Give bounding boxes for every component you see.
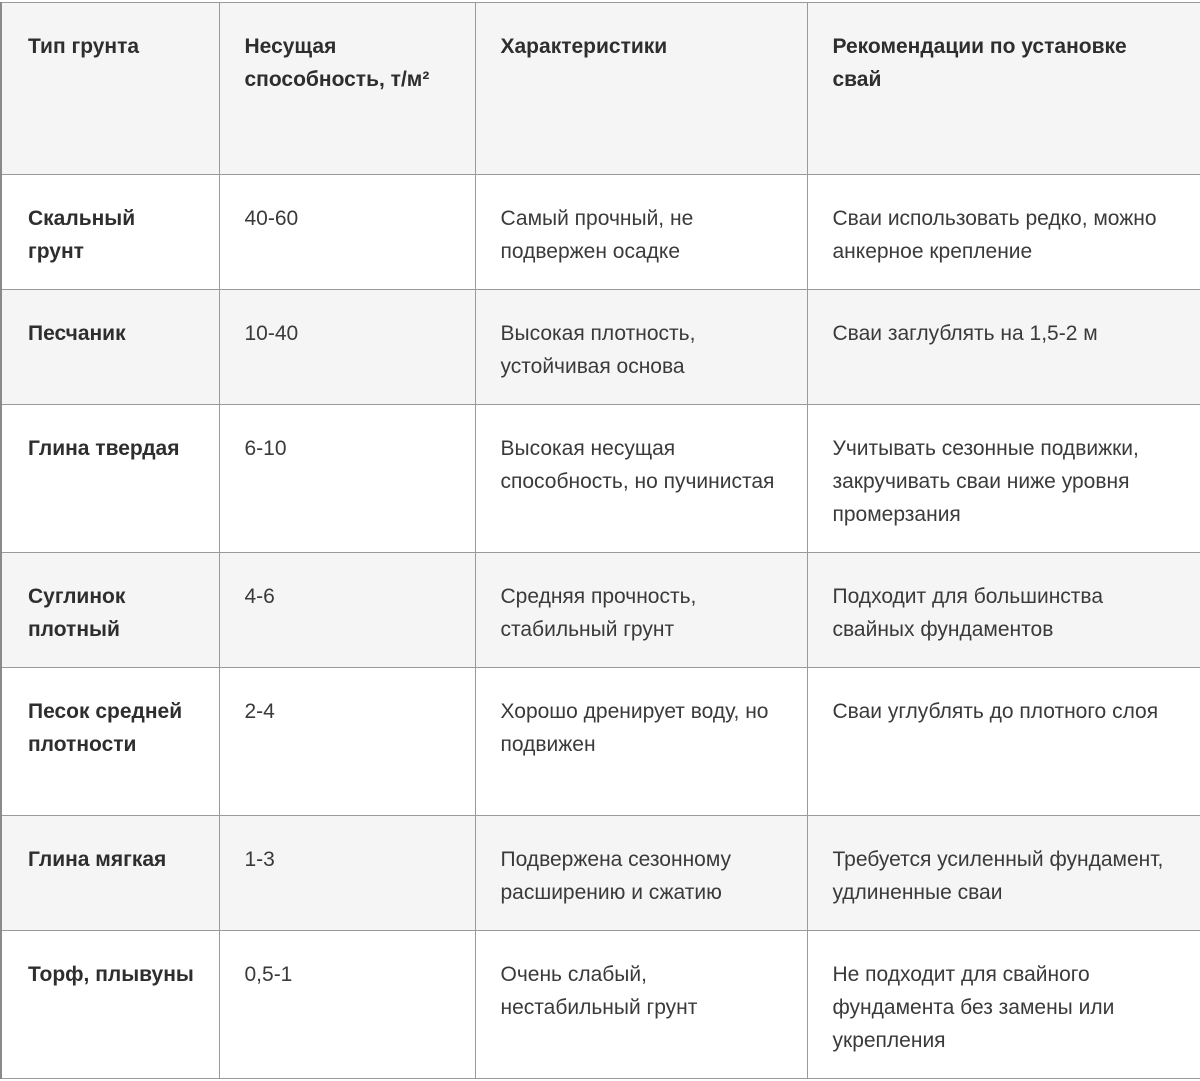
cell-bearing-capacity: 40-60 — [219, 175, 475, 290]
header-recommendations: Рекомендации по установке свай — [807, 3, 1200, 175]
cell-characteristics: Подвержена сезонному расширению и сжатию — [475, 816, 807, 931]
table-row — [1, 931, 1200, 1079]
cell-soil-type: Торф, плывуны — [1, 931, 219, 1079]
cell-characteristics: Очень слабый, нестабильный грунт — [475, 931, 807, 1079]
table-row — [1, 175, 1200, 290]
table-row — [1, 290, 1200, 405]
cell-characteristics: Хорошо дренирует воду, но подвижен — [475, 668, 807, 816]
table-row — [1, 405, 1200, 553]
soil-table — [0, 2, 1200, 1079]
cell-soil-type: Глина твердая — [1, 405, 219, 553]
cell-bearing-capacity: 0,5-1 — [219, 931, 475, 1079]
cell-recommendations: Подходит для большинства свайных фундаментов — [807, 553, 1200, 668]
cell-characteristics: Самый прочный, не подвержен осадке — [475, 175, 807, 290]
cell-characteristics: Высокая плотность, устойчивая основа — [475, 290, 807, 405]
header-characteristics: Характеристики — [475, 3, 807, 175]
cell-soil-type: Скальный грунт — [1, 175, 219, 290]
cell-recommendations: Сваи использовать редко, можно анкерное крепление — [807, 175, 1200, 290]
cell-characteristics: Средняя прочность, стабильный грунт — [475, 553, 807, 668]
table-row — [1, 668, 1200, 816]
cell-bearing-capacity: 6-10 — [219, 405, 475, 553]
cell-bearing-capacity: 10-40 — [219, 290, 475, 405]
cell-soil-type: Песок средней плотности — [1, 668, 219, 816]
header-soil-type: Тип грунта — [1, 3, 219, 175]
cell-recommendations: Сваи заглублять на 1,5-2 м — [807, 290, 1200, 405]
cell-recommendations: Не подходит для свайного фундамента без замены или укрепления — [807, 931, 1200, 1079]
table-header-row — [1, 3, 1200, 175]
cell-characteristics: Высокая несущая способность, но пучинистая — [475, 405, 807, 553]
cell-recommendations: Сваи углублять до плотного слоя — [807, 668, 1200, 816]
cell-soil-type: Песчаник — [1, 290, 219, 405]
cell-bearing-capacity: 1-3 — [219, 816, 475, 931]
cell-soil-type: Глина мягкая — [1, 816, 219, 931]
header-bearing-capacity: Несущая способность, т/м² — [219, 3, 475, 175]
table-row — [1, 553, 1200, 668]
cell-recommendations: Требуется усиленный фундамент, удлиненные сваи — [807, 816, 1200, 931]
table-row — [1, 816, 1200, 931]
cell-bearing-capacity: 2-4 — [219, 668, 475, 816]
cell-recommendations: Учитывать сезонные подвижки, закручивать сваи ниже уровня промерзания — [807, 405, 1200, 553]
cell-bearing-capacity: 4-6 — [219, 553, 475, 668]
cell-soil-type: Суглинок плотный — [1, 553, 219, 668]
